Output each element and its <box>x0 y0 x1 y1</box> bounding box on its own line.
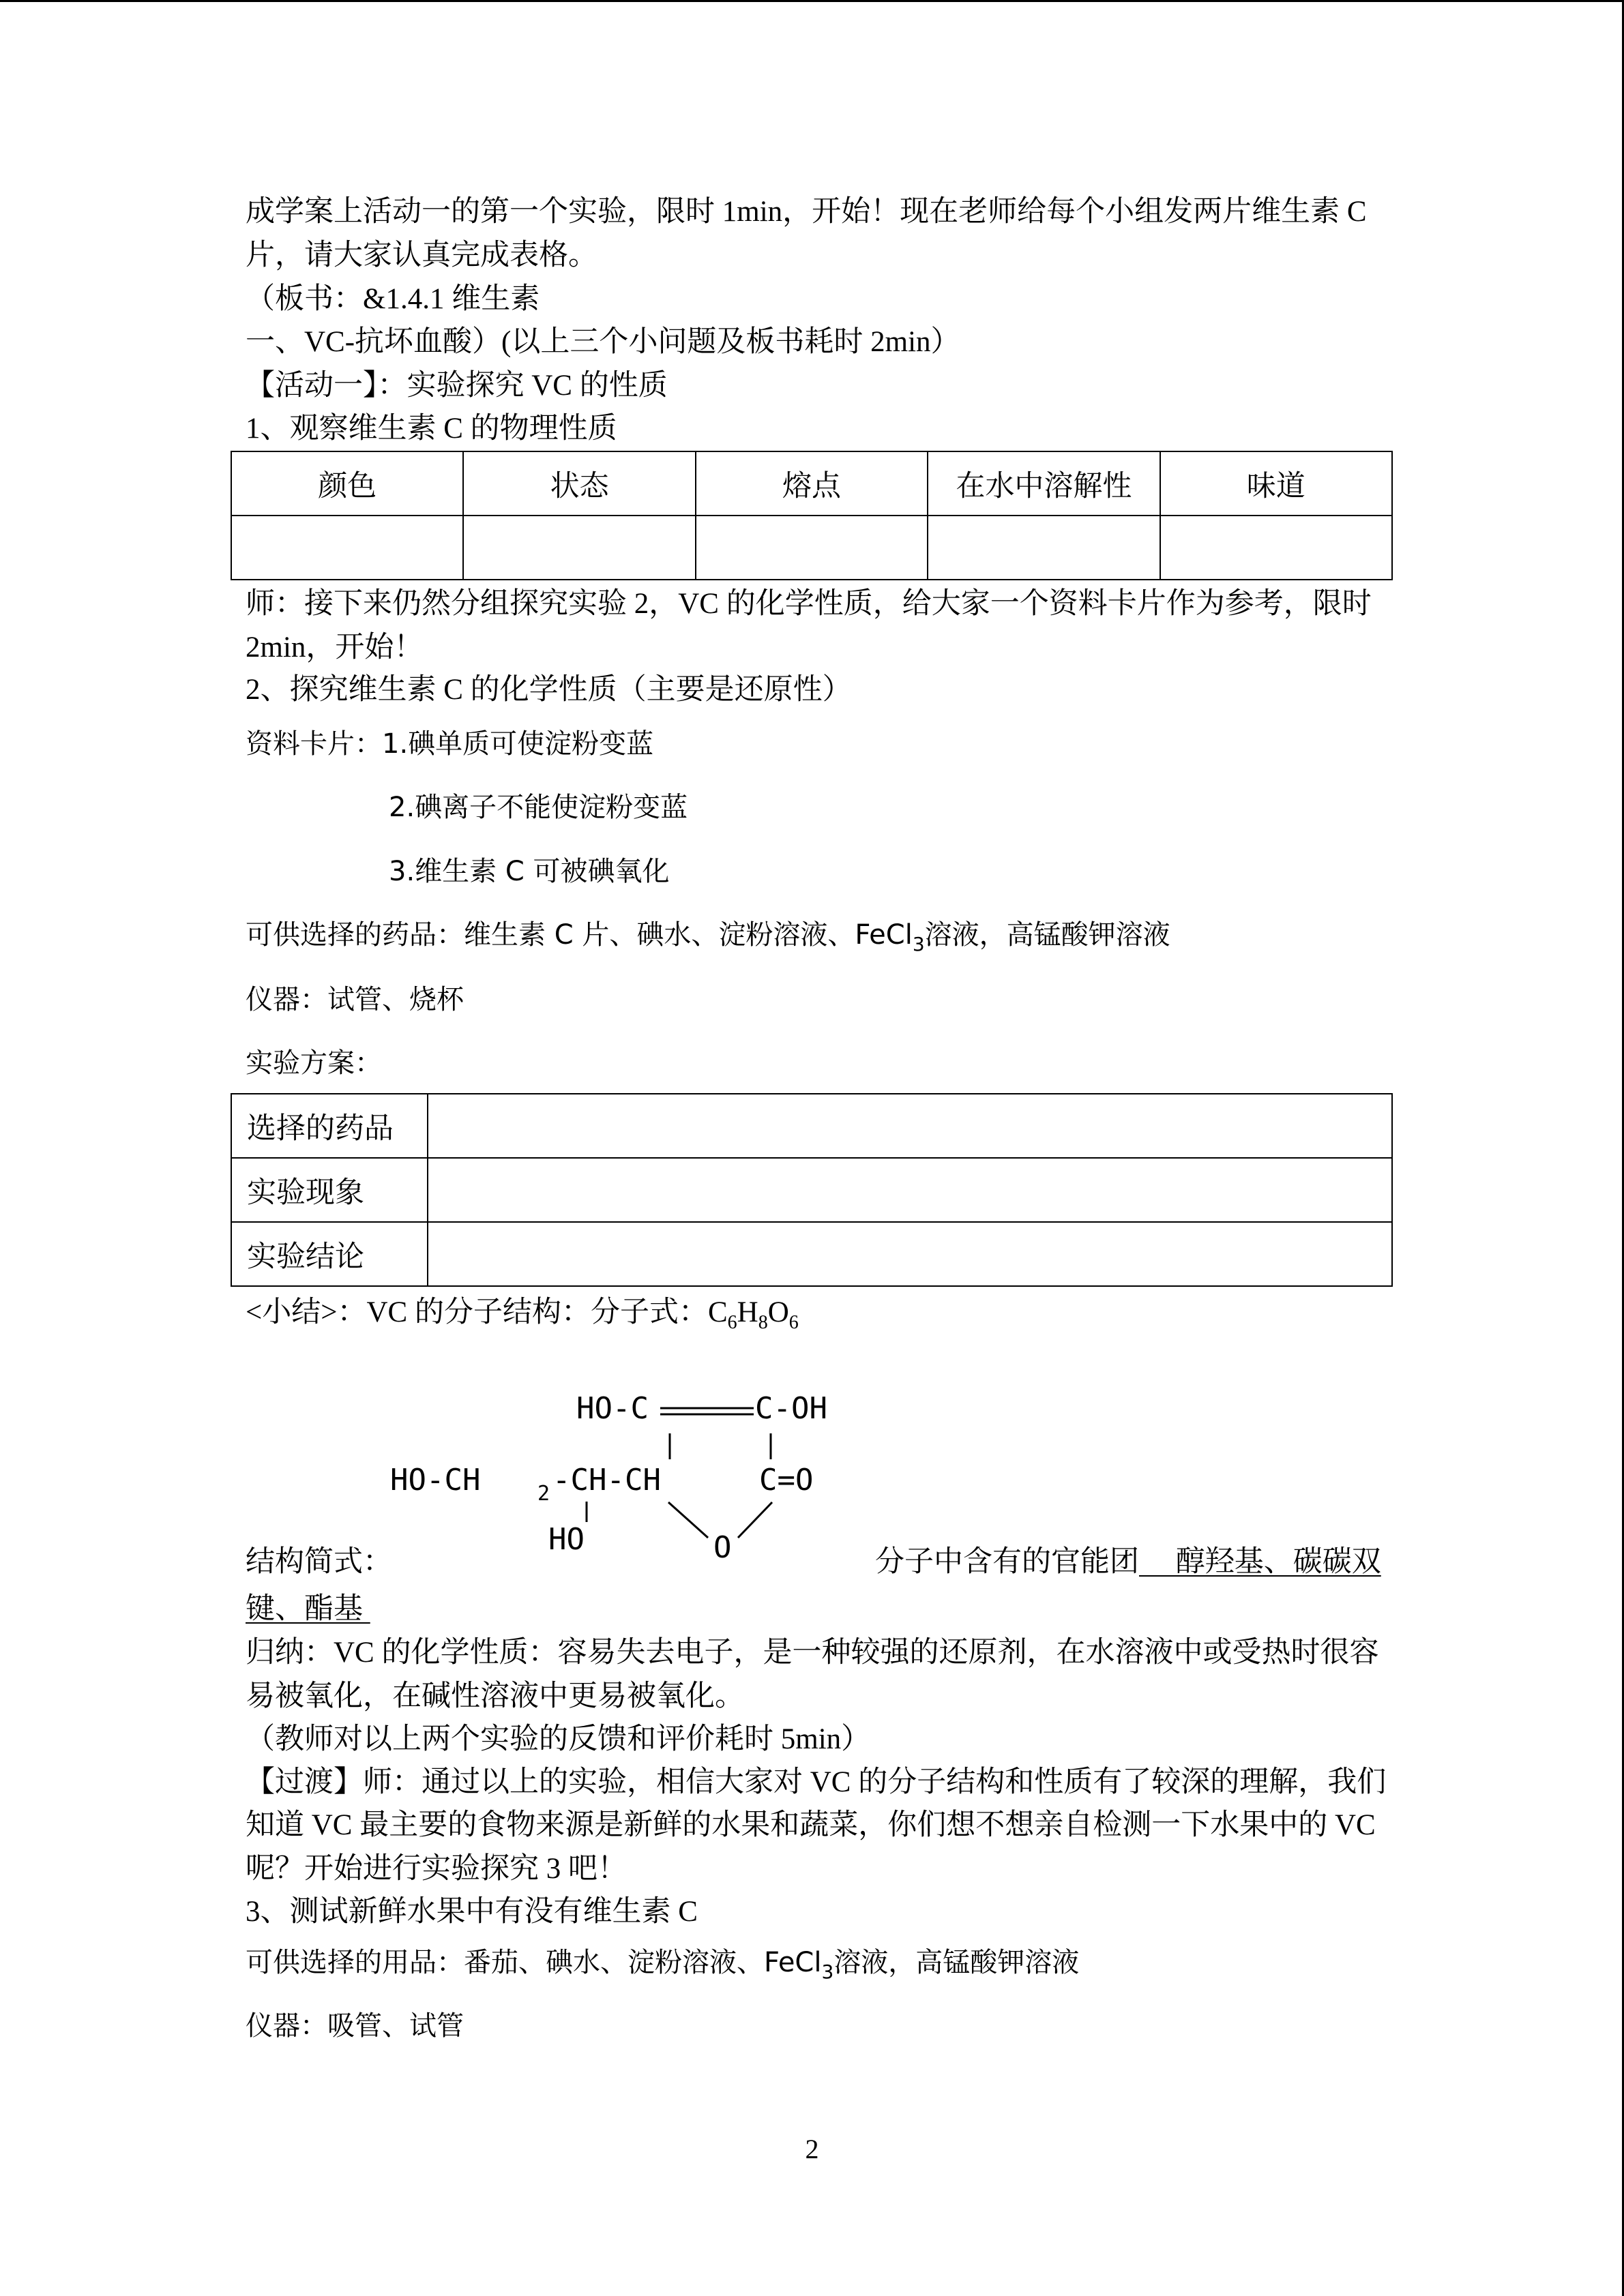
atom-label: O <box>713 1530 732 1565</box>
section-heading: 3、测试新鲜水果中有没有维生素 C <box>246 1896 698 1928</box>
section-heading: 1、观察维生素 C 的物理性质 <box>246 413 617 445</box>
data-card-item: 资料卡片：1.碘单质可使淀粉变蓝 <box>246 728 654 760</box>
text-line: 2min，开始！ <box>246 631 424 664</box>
text-line: （板书：&1.4.1 维生素 <box>246 283 540 315</box>
page-number: 2 <box>805 2134 819 2164</box>
table-blank-cell <box>428 1094 1392 1158</box>
drugs-text: 溶液，高锰酸钾溶液 <box>924 919 1170 951</box>
data-card-item: 3.维生素 C 可被碘氧化 <box>389 856 670 887</box>
text-line: 【过渡】师：通过以上的实验，相信大家对 VC 的分子结构和性质有了较深的理解，我们 <box>246 1766 1387 1798</box>
functional-groups <box>875 1545 1381 1579</box>
table-header-cell: 味道 <box>1160 451 1392 516</box>
subscript: 2 <box>537 1482 550 1506</box>
subscript: 3 <box>821 1960 834 1983</box>
activity-heading: 【活动一】：实验探究 VC 的性质 <box>246 370 668 402</box>
text-line: 片，请大家认真完成表格。 <box>246 239 597 271</box>
table-row-label: 实验结论 <box>231 1222 428 1286</box>
table-header-cell: 在水中溶解性 <box>928 451 1160 516</box>
instruments: 仪器：吸管、试管 <box>246 2010 464 2042</box>
text-line: 一、VC-抗坏血酸）(以上三个小问题及板书耗时 2min） <box>246 326 960 358</box>
ring-bond-line <box>668 1502 708 1538</box>
text-line: 归纳：VC 的化学性质：容易失去电子，是一种较强的还原剂，在水溶液中或受热时很容 <box>246 1637 1379 1669</box>
table-blank-cell <box>231 516 463 580</box>
text-line: 成学案上活动一的第一个实验，限时 1min，开始！现在老师给每个小组发两片维生素 C <box>246 196 1367 228</box>
table-blank-cell <box>696 516 928 580</box>
items-text: 溶液，高锰酸钾溶液 <box>833 1947 1080 1978</box>
subscript: 3 <box>912 933 925 955</box>
table-header-cell: 熔点 <box>696 451 928 516</box>
atom-label: -CH-CH <box>552 1463 661 1497</box>
table-blank-cell <box>463 516 695 580</box>
functional-groups-continued <box>246 1592 370 1626</box>
table-blank-cell <box>428 1158 1392 1222</box>
physical-properties-table <box>231 451 1393 580</box>
table-header-cell: 状态 <box>463 451 695 516</box>
table-blank-cell <box>428 1222 1392 1286</box>
subscript: 6 <box>727 1312 737 1333</box>
table-header-cell: 颜色 <box>231 451 463 516</box>
table-blank-cell <box>928 516 1160 580</box>
atom-label: C=O <box>759 1463 814 1497</box>
text-line: （教师对以上两个实验的反馈和评价耗时 5min） <box>246 1723 871 1755</box>
formula-o: O <box>767 1296 789 1328</box>
functional-groups-answer: 键、酯基 <box>246 1593 370 1625</box>
text-line: 易被氧化，在碱性溶液中更易被氧化。 <box>246 1680 744 1712</box>
plan-label: 实验方案： <box>246 1047 382 1079</box>
summary-line <box>246 1296 799 1340</box>
section-heading: 2、探究维生素 C 的化学性质（主要是还原性） <box>246 674 852 706</box>
subscript: 6 <box>788 1312 799 1333</box>
text-line: 呢？开始进行实验探究 3 吧！ <box>246 1853 627 1885</box>
atom-label: HO <box>548 1522 585 1557</box>
atom-label: C-OH <box>755 1391 827 1426</box>
instruments: 仪器：试管、烧杯 <box>246 984 464 1015</box>
available-items <box>246 1945 1079 1989</box>
functional-groups-prefix: 分子中含有的官能团 <box>875 1546 1139 1578</box>
subscript: 8 <box>758 1312 768 1333</box>
experiment-plan-table <box>231 1093 1393 1287</box>
table-row-label: 选择的药品 <box>231 1094 428 1158</box>
available-drugs <box>246 918 1170 961</box>
page-border-top <box>0 0 1624 2</box>
formula-h: H <box>737 1296 758 1328</box>
atom-label: HO-C <box>576 1391 649 1426</box>
data-card-item: 2.碘离子不能使淀粉变蓝 <box>389 792 688 823</box>
text-line: 师：接下来仍然分组探究实验 2，VC 的化学性质，给大家一个资料卡片作为参考，限时 <box>246 588 1372 620</box>
text-line: 知道 VC 最主要的食物来源是新鲜的水果和蔬菜，你们想不想亲自检测一下水果中的 VC <box>246 1809 1376 1841</box>
ring-bond-line <box>738 1502 772 1538</box>
drugs-text: 可供选择的药品：维生素 C 片、碘水、淀粉溶液、FeCl <box>246 919 913 951</box>
vc-structural-formula <box>382 1371 873 1575</box>
table-row-label: 实验现象 <box>231 1158 428 1222</box>
structure-label: 结构简式： <box>246 1546 392 1578</box>
table-blank-cell <box>1160 516 1392 580</box>
items-text: 可供选择的用品：番茄、碘水、淀粉溶液、FeCl <box>246 1947 822 1978</box>
summary-text: <小结>：VC 的分子结构：分子式：C <box>246 1296 728 1328</box>
functional-groups-answer: 醇羟基、碳碳双 <box>1139 1546 1381 1578</box>
atom-label: HO-CH <box>390 1463 481 1497</box>
